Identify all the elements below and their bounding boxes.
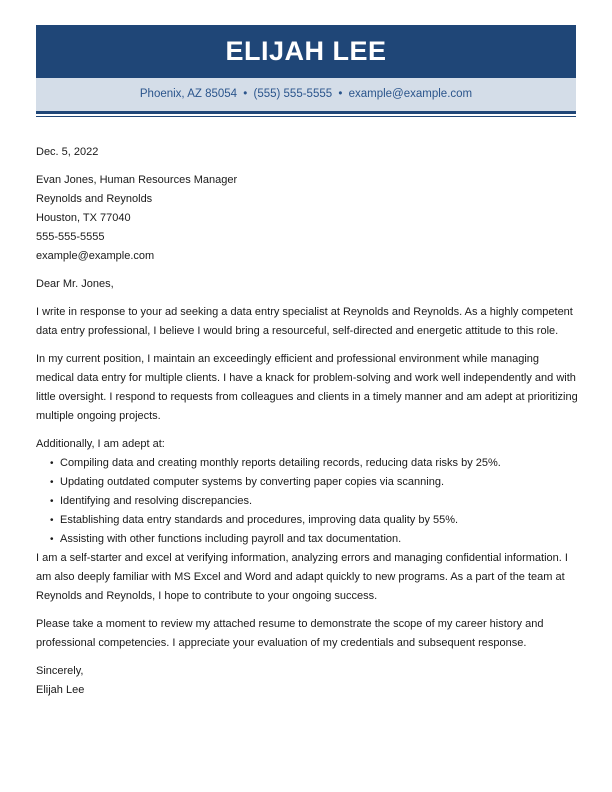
body-paragraph: Please take a moment to review my attached resume to demonstrate the scope of my career history and professional competencies. I appreciate your evaluation of my credentials and subsequent response. [36, 618, 544, 649]
contact-line [36, 78, 576, 111]
list-item [50, 454, 578, 473]
signature-name: Elijah Lee [36, 684, 85, 696]
bullet-icon: • [50, 534, 54, 545]
contact-location: Phoenix, AZ 85054 [139, 88, 238, 100]
signoff: Sincerely, [36, 665, 84, 677]
header-rule-thick [36, 111, 576, 114]
list-item [50, 473, 578, 492]
bullet-icon: • [50, 515, 54, 526]
applicant-name: ELIJAH LEE [225, 36, 387, 66]
recipient-company: Reynolds and Reynolds [36, 193, 153, 205]
greeting: Dear Mr. Jones, [36, 278, 114, 290]
list-item-text: Identifying and resolving discrepancies. [60, 495, 253, 507]
list-item [50, 492, 578, 511]
recipient-email: example@example.com [36, 250, 155, 262]
bullet-icon: • [50, 458, 54, 469]
recipient-city: Houston, TX 77040 [36, 212, 131, 224]
list-item-text: Compiling data and creating monthly reports detailing records, reducing data risks by 25%. [60, 457, 501, 469]
body-paragraph: In my current position, I maintain an exceedingly efficient and professional environment while managing medical data entry for multiple clients. I have a knack for problem-solving and work well independently and with little oversight. I respond to requests from colleagues and clients in a timely manner and am adept at prioritizing multiple ongoing projects. [36, 353, 578, 422]
bullet-icon: • [50, 477, 54, 488]
contact-separator: • [243, 88, 248, 100]
bullets-intro: Additionally, I am adept at: [36, 438, 165, 450]
list-item-text: Establishing data entry standards and procedures, improving data quality by 55%. [60, 514, 459, 526]
letter-date: Dec. 5, 2022 [36, 146, 99, 158]
recipient-name-title: Evan Jones, Human Resources Manager [36, 174, 238, 186]
body-paragraph: I write in response to your ad seeking a data entry specialist at Reynolds and Reynolds. As a highly competent data entry professional, I believe I would bring a resourceful, self-directed and energetic attitude to this role. [36, 306, 573, 337]
recipient-phone: 555-555-5555 [36, 231, 105, 243]
skills-list [36, 454, 578, 549]
header-rule-thin [36, 116, 576, 117]
list-item-text: Updating outdated computer systems by converting paper copies via scanning. [60, 476, 444, 488]
contact-band [36, 78, 576, 111]
list-item [50, 511, 578, 530]
list-item-text: Assisting with other functions including payroll and tax documentation. [60, 533, 402, 545]
contact-phone: (555) 555-5555 [253, 88, 333, 100]
recipient-block [36, 171, 578, 266]
contact-email: example@example.com [348, 88, 473, 100]
letter-body [36, 143, 578, 700]
list-item [50, 530, 578, 549]
contact-separator: • [338, 88, 343, 100]
bullet-icon: • [50, 496, 54, 507]
header-band [36, 25, 576, 78]
body-paragraph: I am a self-starter and excel at verifying information, analyzing errors and managing confidential information. I am also deeply familiar with MS Excel and Word and adapt quickly to new programs. As a part of the team at Reynolds and Reynolds, I hope to contribute to your ongoing success. [36, 552, 568, 602]
